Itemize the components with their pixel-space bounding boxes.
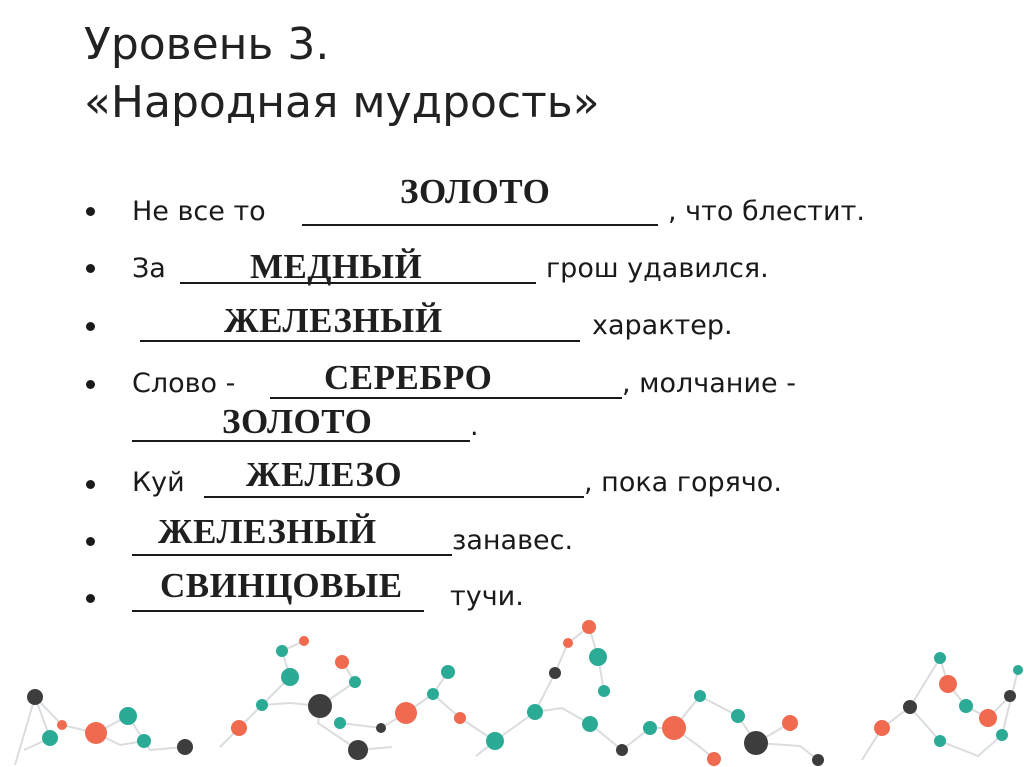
item-4-before: Слово - — [132, 368, 236, 399]
title-line-1: Уровень 3. — [84, 19, 330, 70]
item-4-after: , молчание - — [622, 368, 796, 399]
item-7-after: занавес. — [452, 525, 574, 556]
item-5-after: . — [470, 411, 479, 442]
bullet-3 — [86, 322, 95, 331]
item-1-answer: ЗОЛОТО — [400, 172, 551, 211]
item-1-after: , что блестит. — [668, 196, 865, 227]
item-8-answer: СВИНЦОВЫЕ — [160, 566, 403, 605]
item-2-after: грош удавился. — [546, 253, 769, 284]
item-7-blank[interactable] — [132, 554, 452, 556]
bullet-2 — [86, 264, 95, 273]
item-7-answer: ЖЕЛЕЗНЫЙ — [158, 512, 377, 551]
molecule-nodes — [27, 620, 1023, 766]
item-5-answer: ЗОЛОТО — [222, 402, 373, 441]
item-2-before: За — [132, 253, 166, 284]
bullet-4 — [86, 380, 95, 389]
item-3-answer: ЖЕЛЕЗНЫЙ — [224, 301, 443, 340]
item-1-blank[interactable] — [302, 224, 658, 226]
item-3-after: характер. — [592, 310, 733, 341]
item-6-blank[interactable] — [204, 496, 584, 498]
bullet-5 — [86, 480, 95, 489]
bullet-1 — [86, 207, 95, 216]
item-1-before: Не все то — [132, 196, 266, 227]
item-8-after: тучи. — [450, 581, 524, 612]
item-6-answer: ЖЕЛЕЗО — [246, 455, 403, 494]
title-line-2: «Народная мудрость» — [84, 77, 600, 128]
item-6-before: Куй — [132, 467, 185, 498]
item-4-answer: СЕРЕБРО — [324, 358, 493, 397]
item-2-answer: МЕДНЫЙ — [250, 247, 423, 286]
molecule-decoration — [0, 600, 1024, 767]
item-6-after: , пока горячо. — [584, 467, 782, 498]
bullet-6 — [86, 537, 95, 546]
molecule-links — [15, 627, 1018, 765]
